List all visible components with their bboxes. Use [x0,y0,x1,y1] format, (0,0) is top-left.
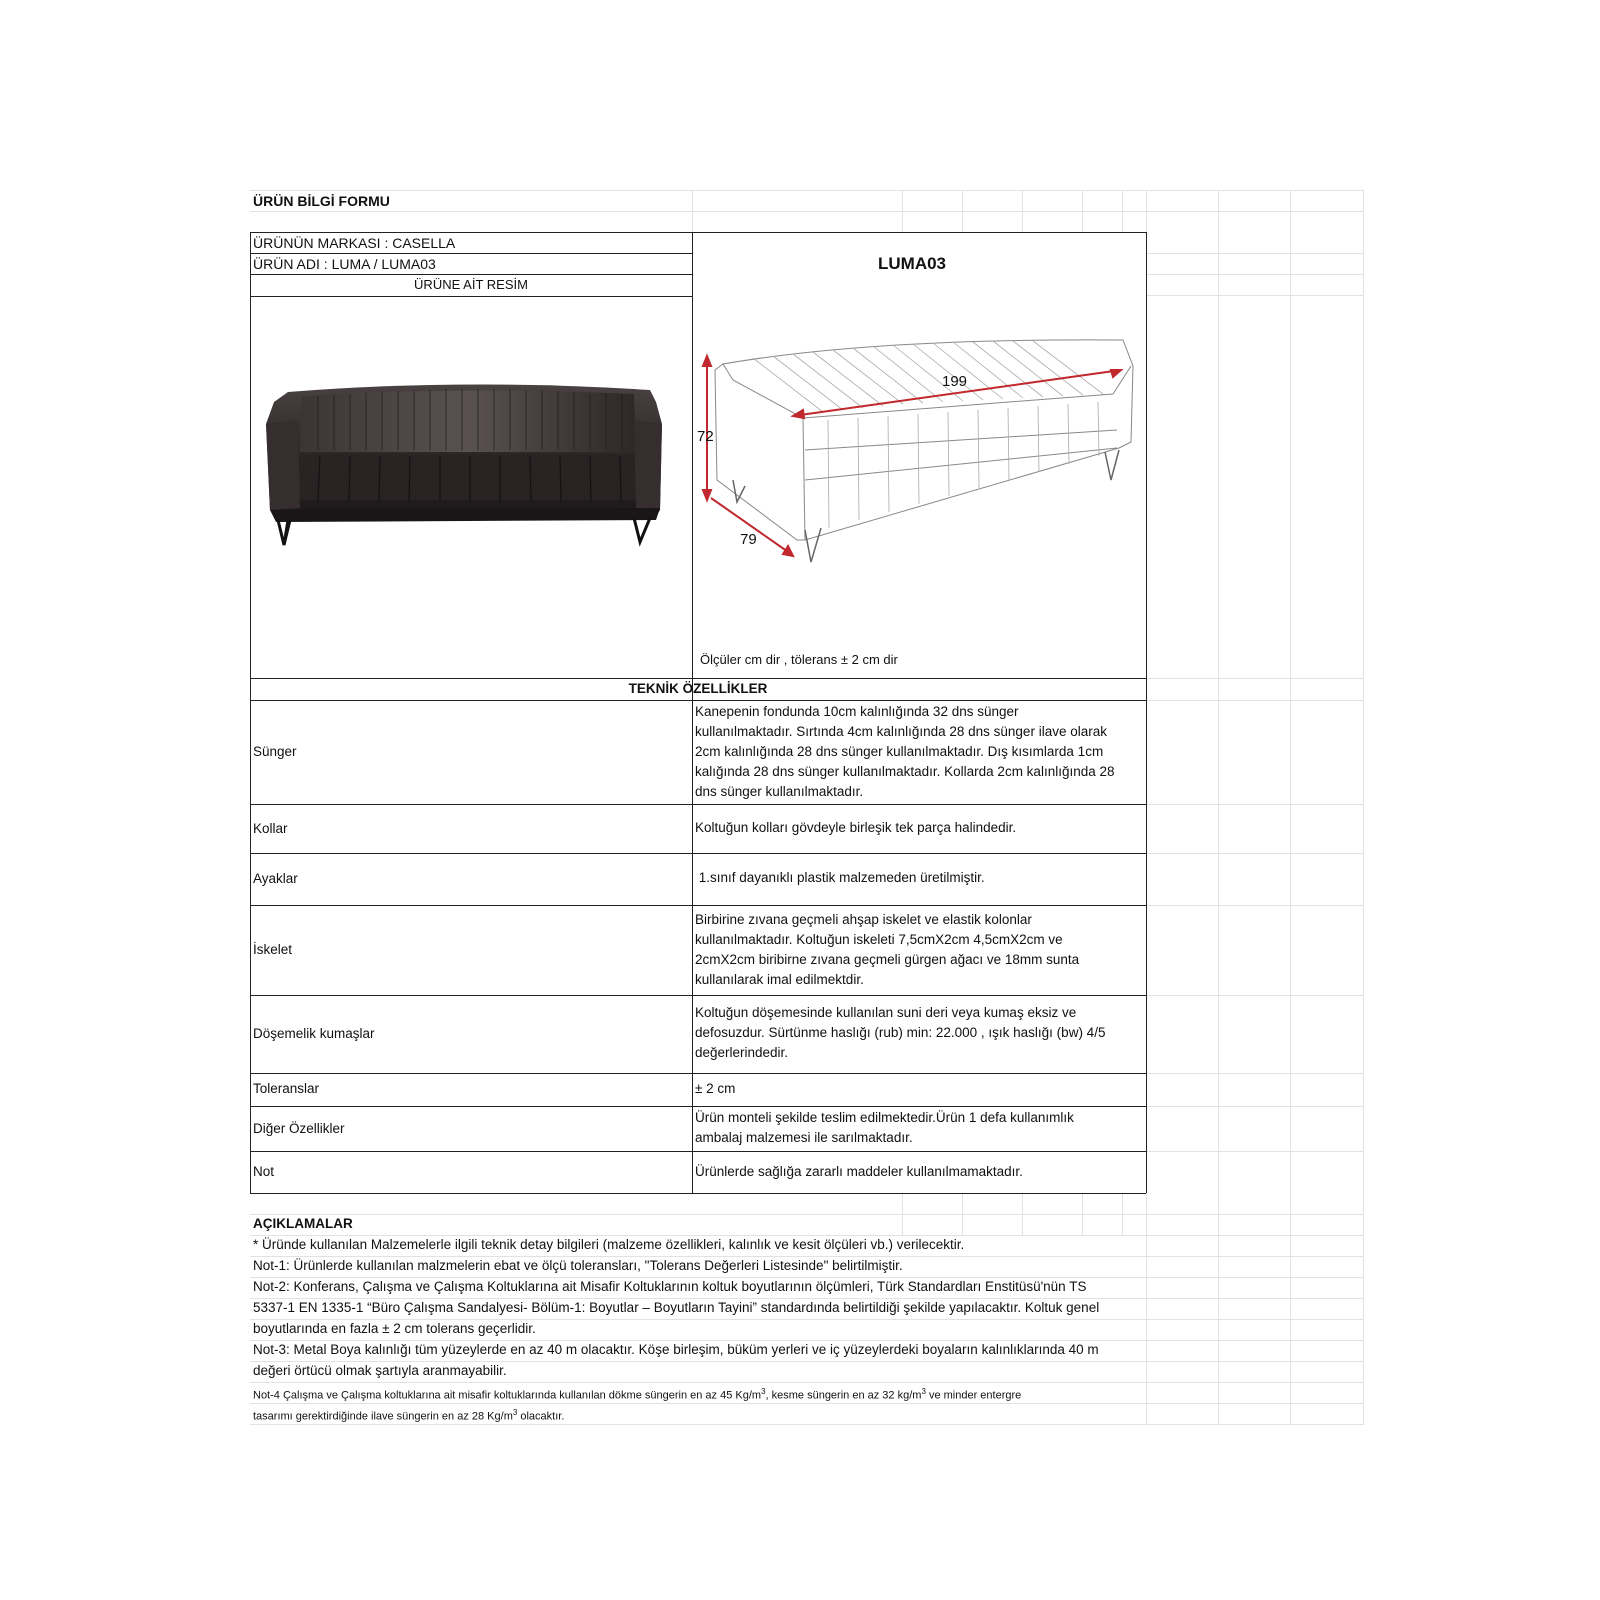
dimension-depth: 79 [740,531,757,548]
gridline [1218,190,1219,1424]
table-border [250,905,1146,906]
table-border [250,1151,1146,1152]
gridline [1146,905,1364,906]
spec-value-toleranslar: ± 2 cm [695,1081,736,1096]
spec-value-kollar: Koltuğun kolları gövdeyle birleşik tek parça halindedir. [695,820,1017,835]
spec-value-iskelet: Birbirine zıvana geçmeli ahşap iskelet ve elastik kolonlar kullanılmaktadır. Koltuğun iskeleti 7,5cmX2cm 4,5cmX2cm ve 2cmX2cm biribirne zıvana geçmeli gürgen ağacı ve 18mm sunta kullanılarak imal edilmektdir. [695,912,1080,987]
spec-value-dosemelik: Koltuğun döşemesinde kullanılan suni deri veya kumaş eksiz ve defosuzdur. Sürtünme haslığı (rub) min: 22.000 , ışık haslığı (bw) 4/5 değerlerindedir. [695,1005,1106,1060]
table-border [1146,232,1147,1193]
brand-line: ÜRÜNÜN MARKASI : CASELLA [253,235,456,251]
notes-header: AÇIKLAMALAR [253,1216,353,1231]
gridline [1022,1193,1023,1235]
table-border [250,995,1146,996]
spec-label-sunger: Sünger [253,744,297,759]
gridline [250,1214,1364,1215]
gridline [1122,190,1123,232]
spec-value-ayaklar: 1.sınıf dayanıklı plastik malzemeden üretilmiştir. [695,870,985,885]
form-title: ÜRÜN BİLGİ FORMU [253,193,390,209]
gridline [1363,190,1364,1424]
image-header: ÜRÜNE AİT RESİM [414,277,528,292]
gridline [1146,253,1364,254]
sofa-dimension-drawing [693,330,1145,590]
dimension-width: 199 [942,373,968,390]
gridline [962,190,963,232]
note-4-line-2: tasarımı gerektirdiğinde ilave süngerin en az 28 $Kg/m^3$ olacaktır. [253,1408,565,1423]
gridline [902,190,903,232]
spec-label-diger: Diğer Özellikler [253,1121,345,1136]
note-line: Not-3: Metal Boya kalınlığı tüm yüzeylerde en az 40 m olacaktır. Köşe birleşim, büküm yerleri ve iç yüzeylerdeki boyaların kalınlıklarında 40 m [253,1342,1099,1357]
note-4-line-1: Not-4 Çalışma ve Çalışma koltuklarına ait misafir koltuklarında kullanılan dökme süngerin en az 45 $Kg/m^3$, kesme süngerin en az 32 $kg/m^3$ ve minder entergre [253,1387,1022,1402]
dimension-note: Ölçüler cm dir , tölerans ± 2 cm dir [700,652,898,667]
table-border [250,853,1146,854]
note-line: değeri örtücü olmak şartıyla aranmayabilir. [253,1363,507,1378]
spec-label-toleranslar: Toleranslar [253,1081,320,1096]
gridline [1146,1151,1364,1152]
gridline [1146,1106,1364,1107]
table-border [250,296,692,297]
model-code: LUMA03 [878,254,947,273]
note-line: Not-1: Ürünlerde kullanılan malzmelerin ebat ve ölçü toleransları, "Tolerans Değerleri Listesinde" belirtilmiştir. [253,1258,903,1273]
gridline [962,1193,963,1235]
gridline [1146,853,1364,854]
note-line: boyutlarında en fazla ± 2 cm tolerans geçerlidir. [253,1321,536,1336]
gridline [902,1193,903,1235]
table-border [250,1193,1146,1194]
product-name-line: ÜRÜN ADI : LUMA / LUMA03 [253,256,436,272]
gridline [1146,678,1364,679]
gridline [1146,995,1364,996]
table-border [250,1106,1146,1107]
table-border [250,232,251,1193]
gridline [250,211,1364,212]
dimension-height: 72 [697,428,714,445]
spec-value-diger: Ürün monteli şekilde teslim edilmektedir.Ürün 1 defa kullanımlık ambalaj malzemesi ile sarılmaktadır. [695,1110,1074,1145]
gridline [1022,190,1023,232]
spec-label-kollar: Kollar [253,821,288,836]
note-line: Not-2: Konferans, Çalışma ve Çalışma Koltuklarına ait Misafir Koltuklarının koltuk boyutlarının ölçümleri, Türk Standardları Enstitüsü'nün TS [253,1279,1087,1294]
table-border [250,700,1146,701]
note-line: 5337-1 EN 1335-1 “Büro Çalışma Sandalyesi- Bölüm-1: Boyutlar – Boyutların Tayini” standardında belirtildiği şekilde yapılacaktır. Koltuk genel [253,1300,1100,1315]
gridline [1082,190,1083,232]
sofa-photo [258,380,678,580]
gridline [1146,274,1364,275]
gridline [1146,1073,1364,1074]
gridline [1290,190,1291,1424]
spec-label-dosemelik: Döşemelik kumaşlar [253,1026,375,1041]
spec-value-not: Ürünlerde sağlığa zararlı maddeler kullanılmamaktadır. [695,1164,1023,1179]
spec-label-ayaklar: Ayaklar [253,871,298,886]
gridline [250,190,1364,191]
note-line: * Üründe kullanılan Malzemelerle ilgili teknik detay bilgileri (malzeme özellikleri, kalınlık ve kesit ölçüleri vb.) verilecektir. [253,1237,965,1252]
table-border [250,804,1146,805]
spec-label-iskelet: İskelet [253,942,293,957]
tech-header: TEKNİK ÖZELLİKLER [628,681,768,696]
gridline [1146,804,1364,805]
gridline [1146,700,1364,701]
gridline [692,190,693,232]
gridline [1146,295,1364,296]
spec-value-sunger: Kanepenin fondunda 10cm kalınlığında 32 dns sünger kullanılmaktadır. Sırtında 4cm kalınlığında 28 dns sünger ilave olarak 2cm kalınlığında 28 dns sünger kullanılmaktadır. Dış kısımlarda 1cm kalığında 28 dns sünger kullanılmaktadır. Kollarda 2cm kalınlığında 28 dns sünger kullanılmaktadır. [695,704,1115,799]
table-border [250,1073,1146,1074]
gridline [1082,1193,1083,1235]
gridline [1122,1193,1123,1235]
spec-label-not: Not [253,1164,275,1179]
